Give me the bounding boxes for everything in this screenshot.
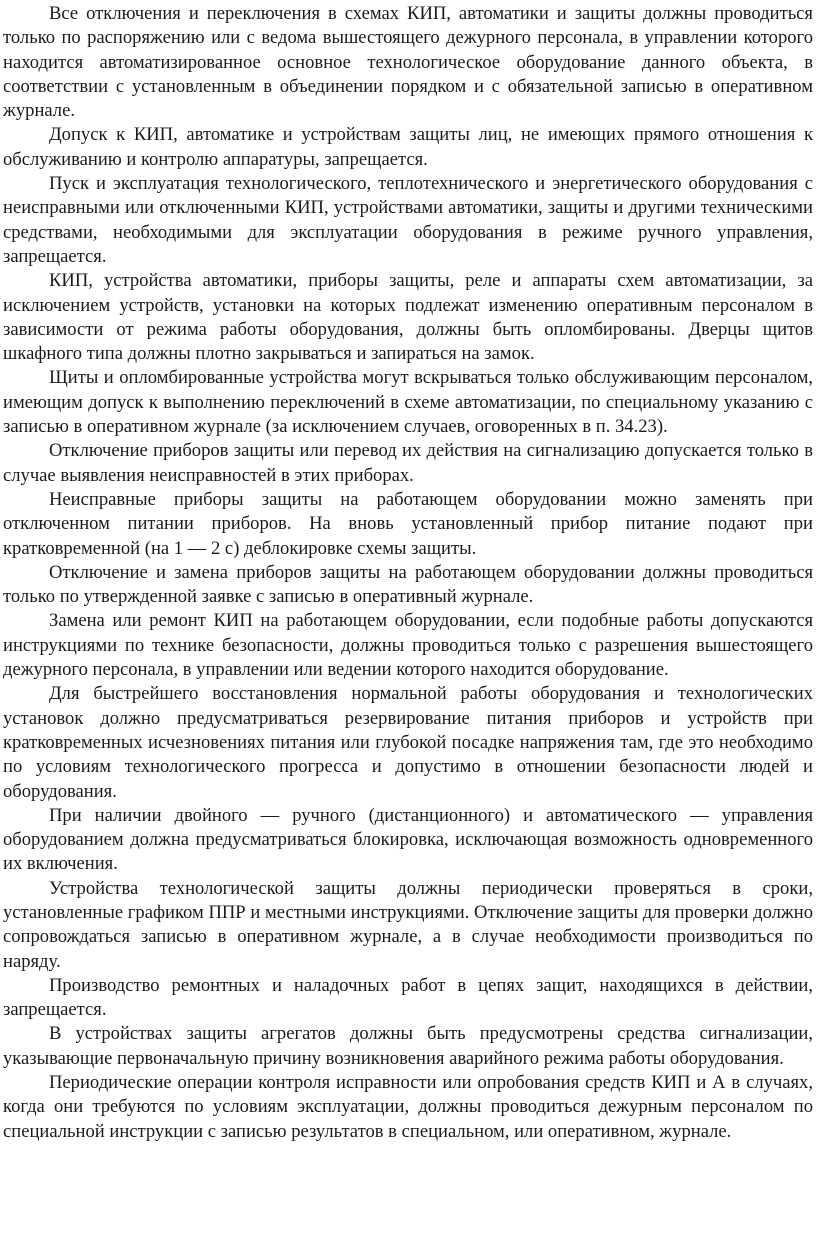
paragraph-7: Неисправные приборы защиты на работающем оборудовании можно заменять при отключенном питании приборов. На вновь установленный прибор питание подают при кратковременной (на 1 — 2 с) деблокировке схемы защиты. xyxy=(3,488,813,559)
paragraph-1: Все отключения и переключения в схемах КИП, автоматики и защиты должны проводиться только по распоряжению или с ведома вышестоящего дежурного персонала, в управлении которого находится автоматизированное основное технологическое оборудование данного объекта, в соответствии с установленным в объединении порядком и с обязательной записью в оперативном журнале. xyxy=(3,3,813,122)
paragraph-12: Устройства технологической защиты должны периодически проверяться в сроки, установленные графиком ППР и местными инструкциями. Отключение защиты для проверки должно сопровождаться записью в оперативном журнале, а в случае необходимости производиться по наряду. xyxy=(3,877,813,972)
paragraph-5: Щиты и опломбированные устройства могут вскрываться только обслуживающим персоналом, имеющим допуск к выполнению переключений в схеме автоматизации, по специальному указанию с записью в оперативном журнале (за исключением случаев, оговоренных в п. 34.23). xyxy=(3,367,813,438)
paragraph-13: Производство ремонтных и наладочных работ в цепях защит, находящихся в действии, запрещается. xyxy=(3,974,813,1021)
paragraph-14: В устройствах защиты агрегатов должны быть предусмотрены средства сигнализации, указывающие первоначальную причину возникновения аварийного режима работы оборудования. xyxy=(3,1023,813,1069)
paragraph-2: Допуск к КИП, автоматике и устройствам защиты лиц, не имеющих прямого отношения к обслуживанию и контролю аппаратуры, запрещается. xyxy=(3,124,813,170)
paragraph-15: Периодические операции контроля исправности или опробования средств КИП и А в случаях, когда они требуются по условиям эксплуатации, должны проводиться дежурным персоналом по специальной инструкции с записью результатов в специальном, или оперативном, журнале. xyxy=(3,1072,813,1142)
paragraph-3: Пуск и эксплуатация технологического, теплотехнического и энергетического оборудования с неисправными или отключенными КИП, устройствами автоматики, защиты и другими техническими средствами, необходимыми для эксплуатации оборудования в режиме ручного управления, запрещается. xyxy=(3,173,813,267)
paragraph-11: При наличии двойного — ручного (дистанционного) и автоматического — управления оборудованием должна предусматриваться блокировка, исключающая возможность одновременного их включения. xyxy=(3,804,813,875)
paragraph-6: Отключение приборов защиты или перевод их действия на сигнализацию допускается только в случае выявления неисправностей в этих приборах. xyxy=(3,440,813,486)
paragraph-8: Отключение и замена приборов защиты на работающем оборудовании должны проводиться только по утвержденной заявке с записью в оперативный журнале. xyxy=(3,561,813,608)
paragraph-9: Замена или ремонт КИП на работающем оборудовании, если подобные работы допускаются инструкциями по технике безопасности, должны проводиться только с разрешения вышестоящего дежурного персонала, в управлении или ведении которого находится оборудование. xyxy=(3,610,813,681)
paragraph-4: КИП, устройства автоматики, приборы защиты, реле и аппараты схем автоматизации, за исключением устройств, установки на которых подлежат изменению оперативным персоналом в зависимости от режима работы оборудования, должны быть опломбированы. Дверцы щитов шкафного типа должны плотно закрываться и запираться на замок. xyxy=(3,270,813,365)
paragraph-10: Для быстрейшего восстановления нормальной работы оборудования и технологических установок должно предусматриваться резервирование питания приборов и устройств при кратковременных исчезновениях питания или глубокой посадке напряжения там, где это необходимо по условиям технологического прогресса и допустимо в отношении безопасности людей и оборудования. xyxy=(3,683,813,802)
